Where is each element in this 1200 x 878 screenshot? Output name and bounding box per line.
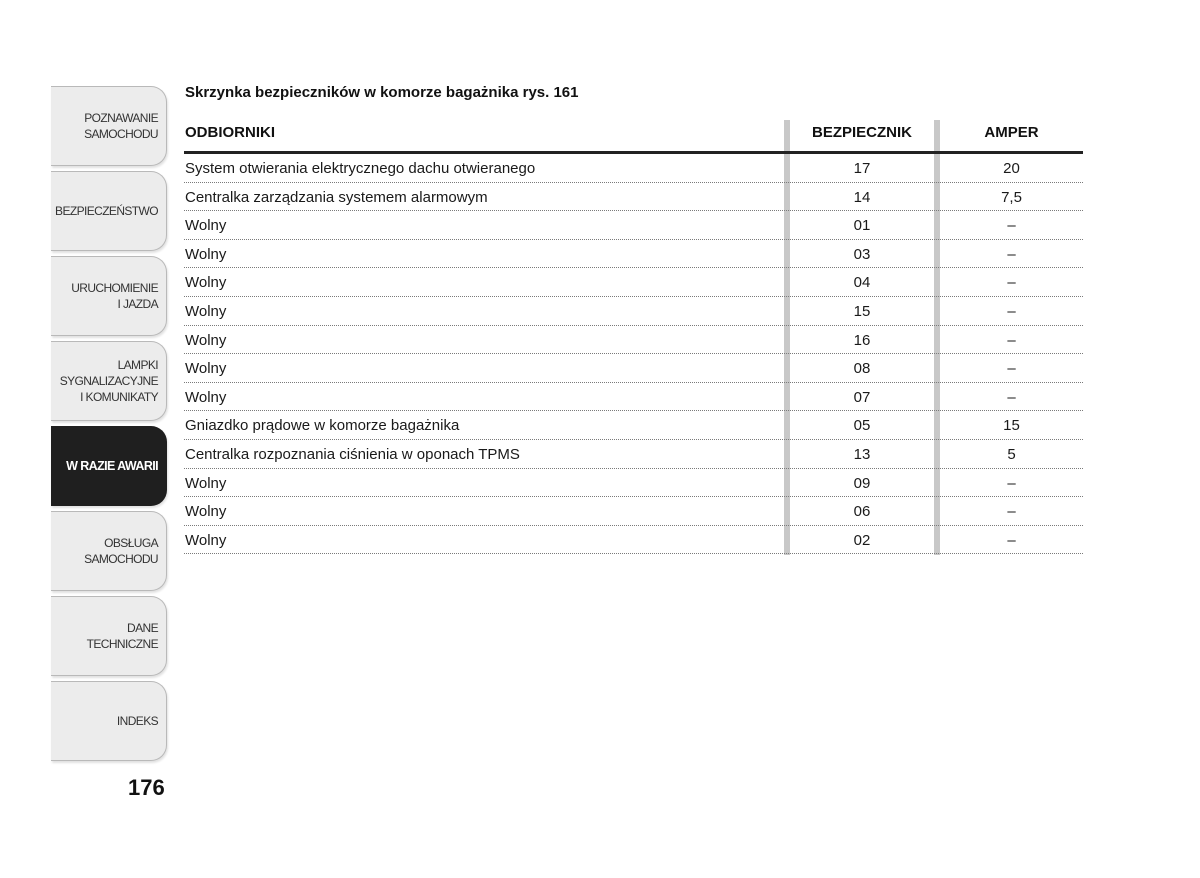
cell-amperage: –	[1007, 531, 1016, 549]
tab-indeks[interactable]	[51, 681, 167, 761]
tab-obsluga-samochodu[interactable]	[51, 511, 167, 591]
cell-fuse: 17	[853, 160, 871, 177]
tab-uruchomienie-i-jazda[interactable]	[51, 256, 167, 336]
cell-device: Wolny	[185, 503, 227, 521]
cell-amperage: –	[1007, 331, 1016, 349]
cell-amperage: –	[1007, 245, 1016, 263]
table-row	[184, 240, 1083, 269]
tab-label: POZNAWANIE SAMOCHODU	[84, 111, 158, 141]
table-row	[184, 297, 1083, 326]
page-number: 176	[128, 775, 165, 800]
table-header	[184, 120, 1083, 154]
table-row	[184, 526, 1083, 555]
cell-device: Centralka rozpoznania ciśnienia w oponach TPMS	[185, 445, 520, 463]
header-odbiorniki: ODBIORNIKI	[185, 124, 275, 141]
tab-poznawanie-samochodu[interactable]	[51, 86, 167, 166]
cell-amperage: 15	[1003, 417, 1020, 435]
table-row	[184, 183, 1083, 212]
cell-device: Wolny	[185, 217, 227, 235]
cell-fuse: 04	[853, 274, 871, 292]
tab-label: INDEKS	[116, 714, 158, 728]
table-row	[184, 154, 1083, 183]
tab-label: DANE TECHNICZNE	[86, 621, 158, 651]
cell-amperage: –	[1007, 474, 1016, 492]
cell-fuse: 06	[853, 503, 871, 521]
tab-label: BEZPIECZEŃSTWO	[55, 204, 158, 218]
table-row	[184, 411, 1083, 440]
section-title: Skrzynka bezpieczników w komorze bagażnika rys. 161	[185, 84, 579, 101]
cell-amperage: –	[1007, 217, 1016, 235]
table-row	[184, 497, 1083, 526]
tab-w-razie-awarii[interactable]	[51, 426, 167, 506]
cell-fuse: 03	[853, 245, 871, 263]
tab-label: OBSŁUGA SAMOCHODU	[84, 536, 158, 566]
cell-amperage: –	[1007, 274, 1016, 292]
cell-fuse: 15	[853, 302, 871, 320]
tab-label: W RAZIE AWARII	[66, 459, 158, 473]
header-bezpiecznik: BEZPIECZNIK	[811, 124, 912, 141]
cell-fuse: 09	[853, 474, 871, 492]
cell-amperage: –	[1007, 302, 1016, 320]
cell-device: Centralka zarządzania systemem alarmowym	[185, 188, 488, 206]
header-amper: AMPER	[984, 124, 1039, 141]
table-row	[184, 326, 1083, 355]
cell-device: Wolny	[185, 360, 227, 378]
table-row	[184, 211, 1083, 240]
cell-fuse: 05	[853, 417, 871, 435]
fuse-table	[184, 120, 1083, 554]
cell-amperage: –	[1007, 388, 1016, 406]
cell-fuse: 14	[853, 188, 871, 206]
cell-fuse: 01	[853, 217, 871, 235]
cell-device: Gniazdko prądowe w komorze bagażnika	[185, 417, 460, 435]
cell-device: Wolny	[185, 302, 227, 320]
cell-fuse: 07	[853, 388, 871, 406]
cell-fuse: 13	[853, 445, 871, 463]
table-row	[184, 440, 1083, 469]
cell-fuse: 08	[853, 360, 871, 378]
cell-device: Wolny	[185, 245, 227, 263]
tab-lampki-sygnalizacyjne[interactable]	[51, 341, 167, 421]
tab-label: URUCHOMIENIE I JAZDA	[71, 281, 158, 311]
tab-label: LAMPKI SYGNALIZACYJNE I KOMUNIKATY	[59, 358, 158, 404]
cell-amperage: 7,5	[1001, 188, 1022, 206]
cell-device: System otwierania elektrycznego dachu otwieranego	[185, 160, 536, 177]
tab-bezpieczenstwo[interactable]	[51, 171, 167, 251]
table-row	[184, 383, 1083, 412]
cell-amperage: 20	[1003, 160, 1020, 177]
cell-device: Wolny	[185, 331, 227, 349]
cell-amperage: –	[1007, 360, 1016, 378]
cell-device: Wolny	[185, 274, 227, 292]
cell-amperage: –	[1007, 503, 1016, 521]
tab-dane-techniczne[interactable]	[51, 596, 167, 676]
cell-fuse: 02	[853, 531, 871, 549]
cell-device: Wolny	[185, 531, 227, 549]
cell-amperage: 5	[1007, 445, 1016, 463]
table-row	[184, 354, 1083, 383]
table-row	[184, 268, 1083, 297]
cell-device: Wolny	[185, 388, 227, 406]
cell-device: Wolny	[185, 474, 227, 492]
table-row	[184, 469, 1083, 498]
cell-fuse: 16	[853, 331, 871, 349]
